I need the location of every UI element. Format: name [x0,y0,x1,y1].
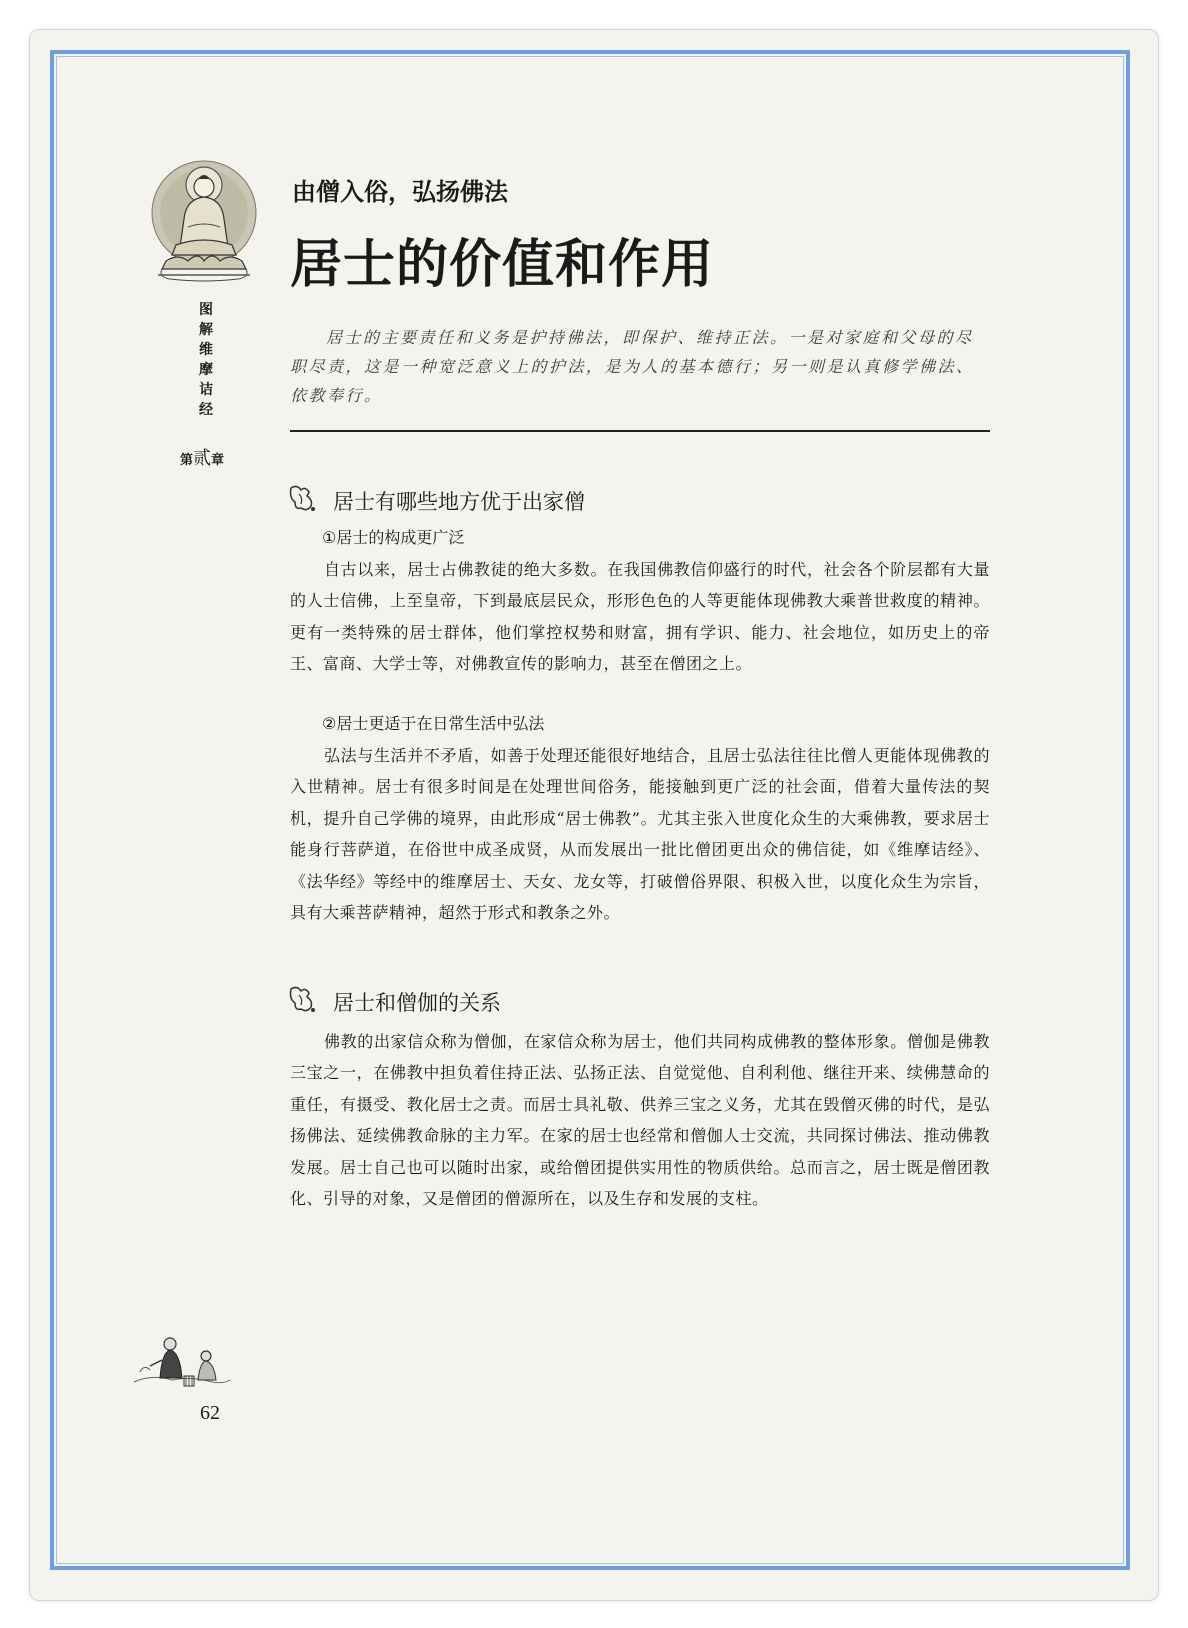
side-book-title [186,300,226,420]
section-bullet-icon [287,983,321,1015]
body-paragraph: 弘法与生活并不矛盾，如善于处理还能很好地结合，且居士弘法往往比僧人更能体现佛教的入世精神。居士有很多时间是在处理世间俗务，能接触到更广泛的社会面，借着大量传法的契机，提升自己学佛的境界，由此形成“居士佛教”。尤其主张入世度化众生的大乘佛教，要求居士能身行菩萨道，在俗世中成圣成贤，从而发展出一批比僧团更出众的佛信徒，如《维摩诘经》、《法华经》等经中的维摩居士、天女、龙女等，打破僧俗界限、积极入世，以度化众生为宗旨，具有大乘菩萨精神，超然于形式和教条之外。 [290,746,990,923]
section-bullet-icon [287,482,321,514]
side-title-char: 图 [199,302,213,318]
chapter-suffix: 章 [211,453,225,468]
intro-paragraph: 居士的主要责任和义务是护持佛法，即保护、维持正法。一是对家庭和父母的尽职尽责，这是一种宽泛意义上的护法，是为人的基本德行；另一则是认真修学佛法、依教奉行。 [290,328,975,405]
chapter-number: 贰 [193,448,212,469]
side-title-char: 维 [199,342,213,358]
body-paragraph: 自古以来，居士占佛教徒的绝大多数。在我国佛教信仰盛行的时代，社会各个阶层都有大量的人士信佛，上至皇帝，下到最底层民众，形形色色的人等更能体现佛教大乘普世救度的精神。更有一类特殊的居士群体，他们掌控权势和财富，拥有学识、能力、社会地位，如历史上的帝王、富商、大学士等，对佛教宣传的影响力，甚至在僧团之上。 [290,560,990,674]
page-number: 62 [200,1402,220,1424]
page-title: 居士的价值和作用 [290,235,715,295]
subsection-heading: ①居士的构成更广泛 [322,528,465,547]
chapter-label [180,444,224,470]
divider [290,430,990,432]
subsection-heading: ②居士更适于在日常生活中弘法 [322,714,545,733]
side-title-char: 解 [199,322,213,338]
section-heading: 居士和僧伽的关系 [333,991,501,1015]
body-paragraph: 佛教的出家信众称为僧伽，在家信众称为居士，他们共同构成佛教的整体形象。僧伽是佛教三宝之一，在佛教中担负着住持正法、弘扬正法、自觉觉他、自利利他、继往开来、续佛慧命的重任，有摄受、教化居士之责。而居士具礼敬、供养三宝之义务，尤其在毁僧灭佛的时代，是弘扬佛法、延续佛教命脉的主力军。在家的居士也经常和僧伽人士交流，共同探讨佛法、推动佛教发展。居士自己也可以随时出家，或给僧团提供实用性的物质供给。总而言之，居士既是僧团教化、引导的对象，又是僧团的僧源所在，以及生存和发展的支柱。 [290,1032,990,1209]
page-subtitle: 由僧入俗，弘扬佛法 [292,178,508,206]
section-heading: 居士有哪些地方优于出家僧 [333,490,585,514]
side-title-char: 摩 [199,362,213,378]
monks-illustration-icon [132,1330,232,1394]
side-title-char: 经 [199,402,213,418]
chapter-prefix: 第 [180,453,194,468]
side-title-char: 诘 [199,382,213,398]
buddha-illustration-icon [148,157,260,287]
